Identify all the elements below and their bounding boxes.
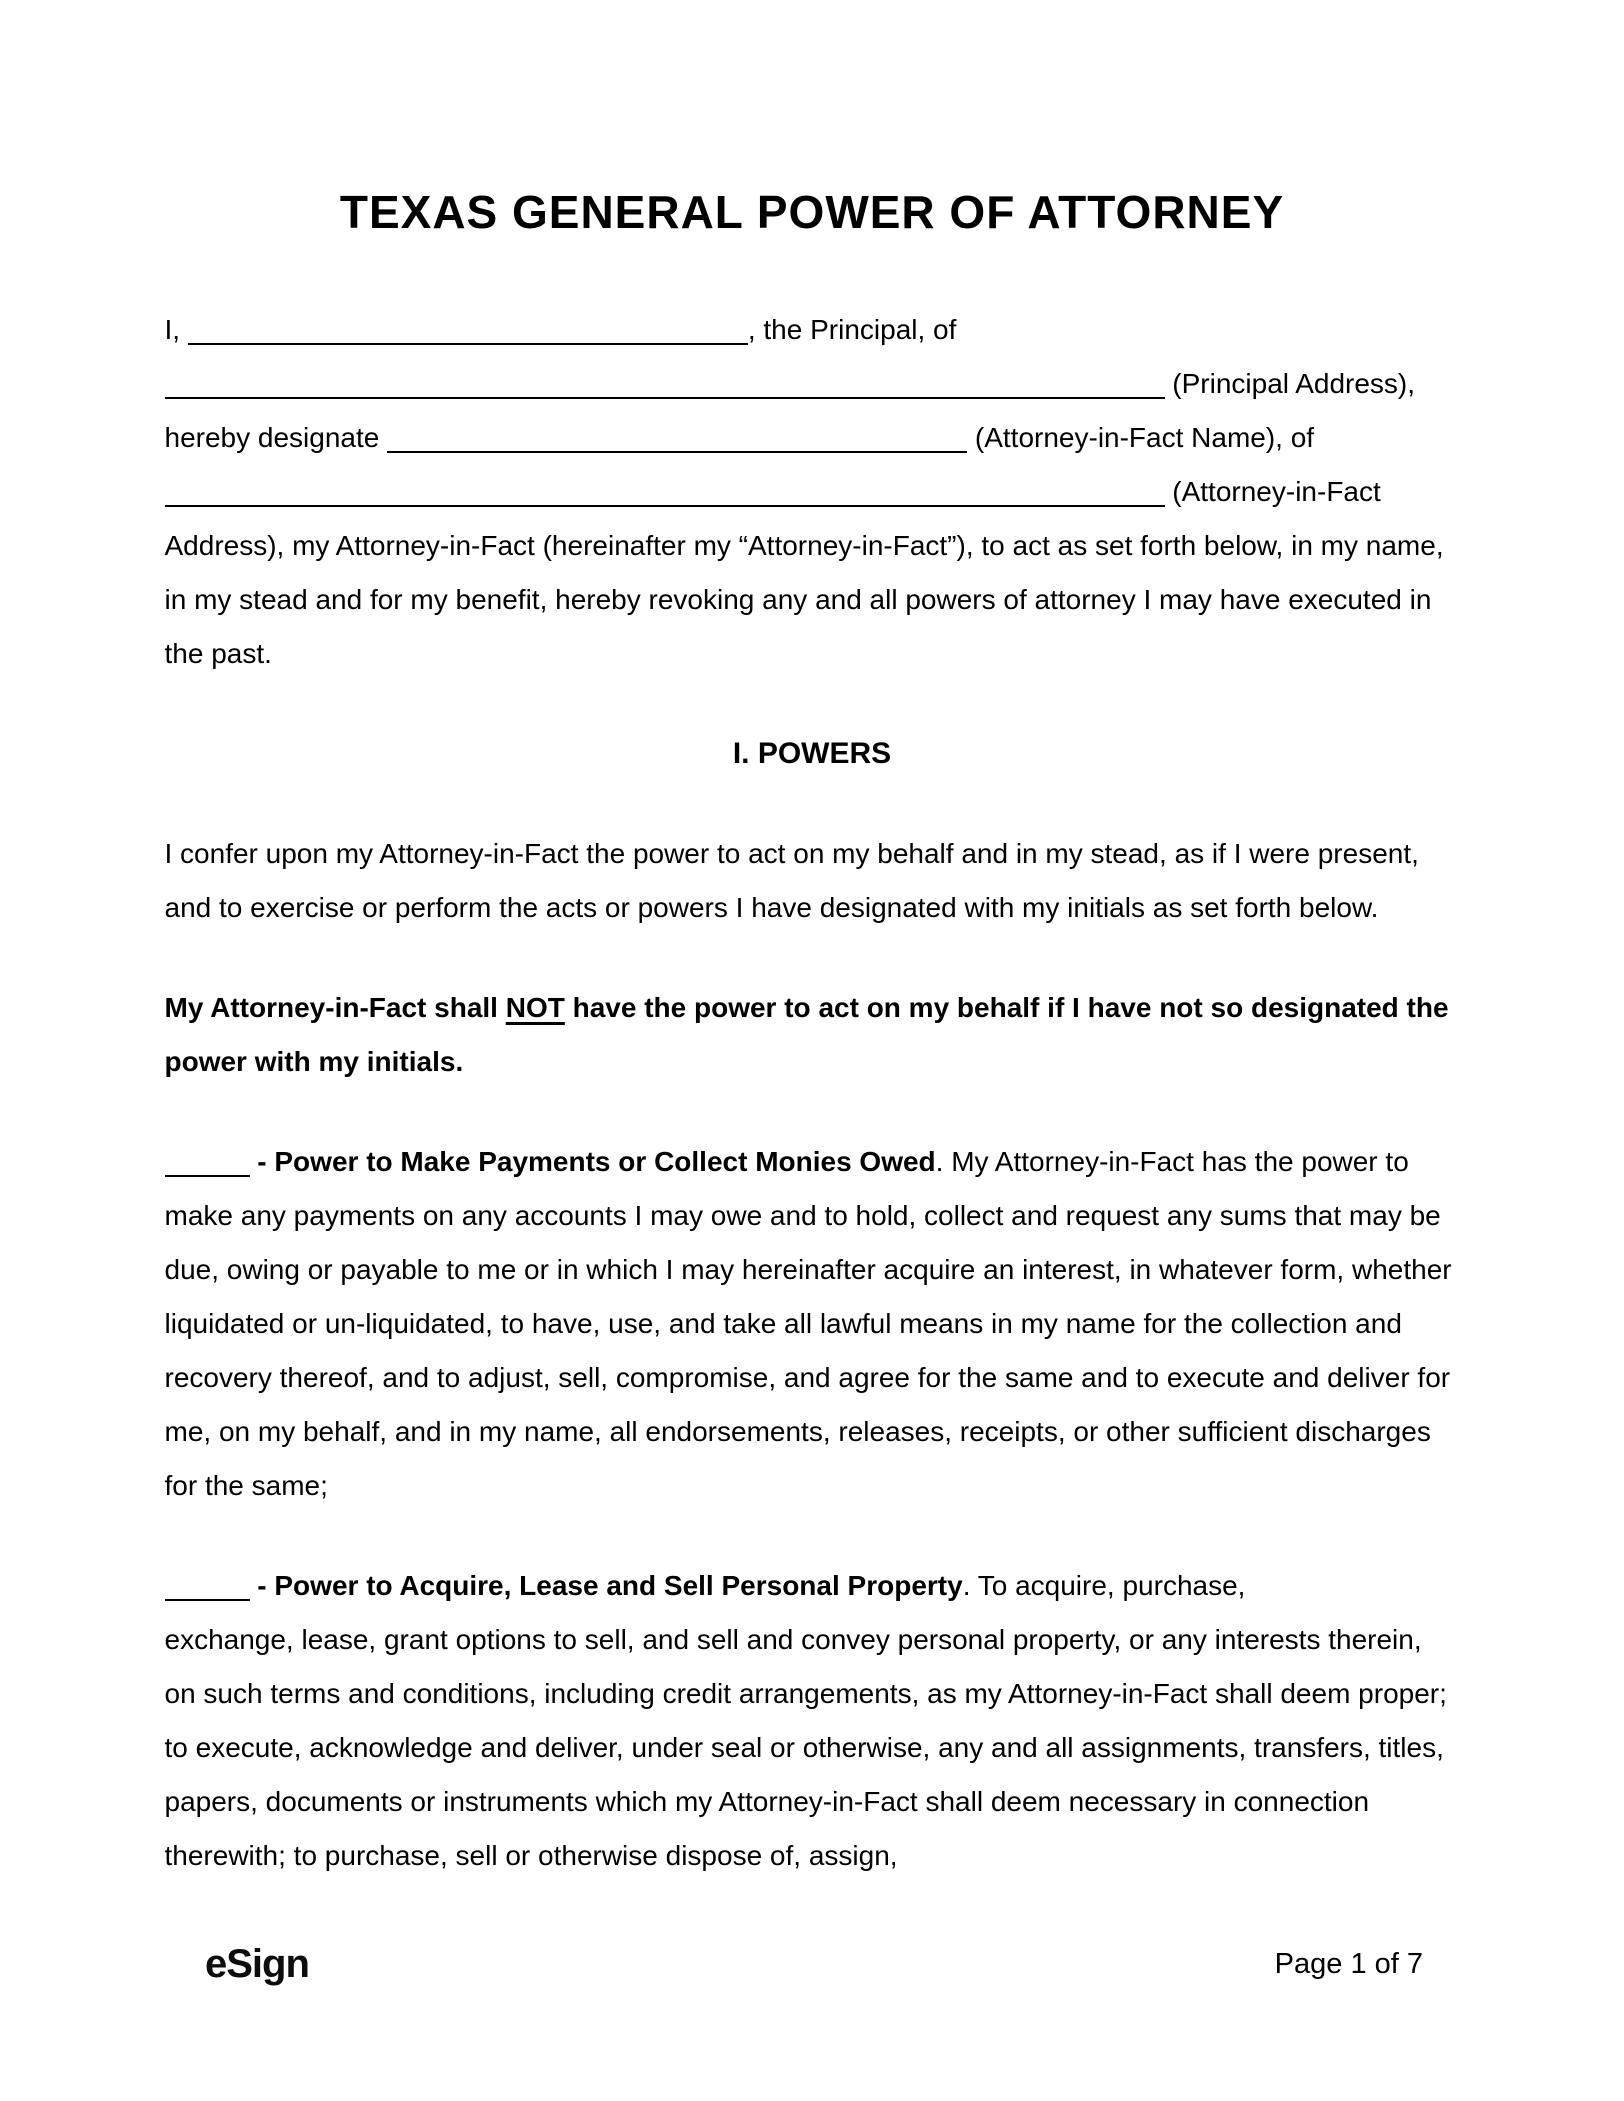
text-run: - Power to Make Payments or Collect Monies Owed [249, 1145, 936, 1177]
page-number-label: Page 1 of 7 [1274, 1948, 1423, 1980]
esign-logo: eSign [205, 1942, 309, 1986]
page-footer [205, 1942, 1423, 1987]
power-personal-property-paragraph [165, 1559, 1460, 1883]
text-run: (Attorney-in-Fact Name), of [967, 421, 1315, 453]
principal-name-field [188, 313, 748, 345]
document-body [165, 303, 1460, 1883]
text-run: have the power to act on my behalf if I have not so designated the power with my initials. [164, 991, 1449, 1077]
text-run: exchange, lease, grant options to sell, and sell and convey personal property, or any interests therein, on such terms and conditions, including credit arrangements, as my Attorney-in-Fact shall deem proper; to execute, acknowledge and deliver, under seal or otherwise, any and all assignments, transfers, titles, papers, documents or instruments which my Attorney-in-Fact shall deem necessary in connection therewith; to purchase, sell or otherwise dispose of, assign, [164, 1623, 1447, 1871]
powers-intro-paragraph [165, 827, 1460, 935]
initials-payments-field [165, 1145, 250, 1177]
text-run: - Power to Acquire, Lease and Sell Personal Property [249, 1569, 963, 1601]
text-run: I. POWERS [732, 736, 892, 770]
principal-address-field [165, 367, 1165, 399]
text-run: I confer upon my Attorney-in-Fact the power to act on my behalf and in my stead, as if I were present, and to exercise or perform the acts or powers I have designated with my initials as set forth below. [164, 837, 1419, 923]
attorney-in-fact-name-field [387, 421, 967, 453]
text-run: (Attorney-in-Fact Address), my Attorney-in-Fact (hereinafter my “Attorney-in-Fact”), to act as set forth below, in my name, in my stead and for my benefit, hereby revoking any and all powers of attorney I may have executed in the past. [164, 475, 1444, 669]
text-run: , the Principal, of [747, 313, 957, 345]
text-run: I, [164, 313, 188, 345]
text-run: hereby designate [164, 421, 388, 453]
intro-paragraph [165, 303, 1460, 681]
powers-section-heading [165, 727, 1460, 781]
text-run: . My Attorney-in-Fact has the power to make any payments on any accounts I may owe and to hold, collect and request any sums that may be due, owing or payable to me or in which I may hereinafter acquire an interest, in whatever form, whether liquidated or un-liquidated, to have, use, and take all lawful means in my name for the collection and recovery thereof, and to adjust, sell, compromise, and agree for the same and to execute and deliver for me, on my behalf, and in my name, all endorsements, releases, receipts, or other sufficient discharges for the same; [164, 1145, 1452, 1501]
attorney-in-fact-address-field [165, 475, 1165, 507]
document-title: TEXAS GENERAL POWER OF ATTORNEY [339, 186, 1285, 238]
text-run: My Attorney-in-Fact shall [164, 991, 506, 1023]
text-run: . To acquire, purchase, [962, 1569, 1246, 1601]
text-run: NOT [505, 991, 565, 1023]
power-payments-paragraph [165, 1135, 1460, 1513]
text-run: (Principal Address), [1164, 367, 1416, 399]
initials-notice-paragraph [165, 981, 1460, 1089]
initials-personal-property-field [165, 1569, 250, 1601]
